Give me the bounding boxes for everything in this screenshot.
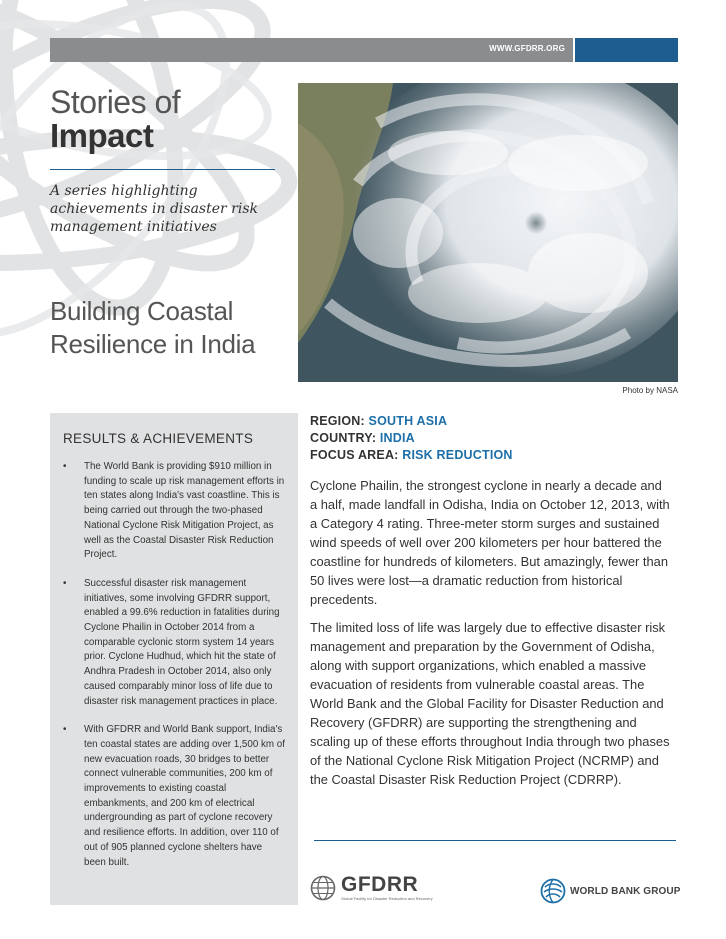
- region-label: REGION:: [310, 414, 369, 428]
- world-bank-globe-icon: [540, 878, 566, 904]
- list-item: [63, 577, 285, 709]
- list-item-text: Successful disaster risk management initiatives, some involving GFDRR support, enabled a 99.6% reduction in fatalities during Cyclone Phailin in October 2014 from a comparable cyclonic storm system 14 years prior. Cyclone Hudhud, which hit the state of Andhra Pradesh in October 2014, also only caused comparably minor loss of life due to disaster risk management practices in place.: [84, 577, 280, 707]
- gfdrr-subtitle: Global Facility for Disaster Reduction and Recovery: [341, 896, 433, 901]
- body-paragraph: Cyclone Phailin, the strongest cyclone in nearly a decade and a half, made landfall in Odisha, India on October 12, 2013, with a Category 4 rating. Three-meter storm surges and sustained wind speeds of well over 200 kilometers per hour battered the coastline for hundreds of kilometers. But amazingly, fewer than 50 lives were lost—a dramatic reduction from historical precedents.: [310, 478, 670, 607]
- page-title: Building Coastal Resilience in India: [50, 296, 256, 359]
- gfdrr-wordmark: GFDRR: [341, 873, 419, 896]
- gfdrr-logo: [310, 874, 433, 901]
- title-divider: [50, 169, 275, 170]
- article-body: [310, 476, 672, 798]
- list-item-text: The World Bank is providing $910 million in funding to scale up risk management efforts in ten states along India's vast coastline. This is being carried out through the two-phased National Cyclone Risk Mitigation Project, as well as the Coastal Disaster Risk Reduction Project.: [84, 461, 285, 561]
- results-list: [63, 460, 285, 884]
- series-tagline: A series highlighting achievements in disaster risk management initiatives: [50, 183, 258, 235]
- bullet-marker: •: [63, 724, 67, 736]
- country-value: INDIA: [379, 431, 415, 445]
- focus-area-value: RISK REDUCTION: [402, 448, 513, 462]
- header-bar: [50, 38, 573, 62]
- country-row: [310, 430, 513, 447]
- photo-credit: Photo by NASA: [622, 386, 678, 395]
- list-item: [63, 460, 285, 563]
- world-bank-group-logo: [540, 878, 680, 904]
- header-accent-block: [575, 38, 678, 62]
- series-title-line2: Impact: [50, 117, 154, 154]
- website-url[interactable]: WWW.GFDRR.ORG: [489, 44, 565, 53]
- bullet-marker: •: [63, 461, 67, 472]
- bullet-marker: •: [63, 577, 67, 589]
- list-item: [63, 723, 285, 870]
- gfdrr-globe-icon: [310, 875, 336, 901]
- list-item-text: With GFDRR and World Bank support, India's ten coastal states are adding over 1,500 km of new evacuation roads, 30 bridges to better connect vulnerable communities, 200 km of improvements to existing coastal embankments, and 200 km of electrical undergrounding as part of cyclone recovery and resilience efforts. In addition, over 110 of out of 905 planned cyclone shelters have been built.: [84, 724, 285, 868]
- footer-divider: [314, 840, 676, 841]
- body-paragraph: The limited loss of life was largely due to effective disaster risk management and preparation by the Government of Odisha, along with support organizations, which enabled a massive evacuation of residents from vulnerable coastal areas. The World Bank and the Global Facility for Disaster Reduction and Recovery (GFDRR) are supporting the strengthening and scaling up of these efforts throughout India through two phases of the National Cyclone Risk Mitigation Project (NCRMP) and the Coastal Disaster Risk Reduction Project (CDRRP).: [310, 620, 670, 787]
- region-row: [310, 413, 513, 430]
- world-bank-group-wordmark: WORLD BANK GROUP: [570, 885, 681, 897]
- country-label: COUNTRY:: [310, 431, 380, 445]
- focus-area-row: [310, 447, 513, 464]
- project-metadata: [310, 413, 513, 464]
- results-sidebar: [50, 413, 298, 905]
- series-title-line1: Stories of: [50, 84, 181, 120]
- region-value: SOUTH ASIA: [368, 414, 448, 428]
- focus-area-label: FOCUS AREA:: [310, 448, 403, 462]
- cyclone-satellite-photo: [298, 83, 678, 382]
- sidebar-heading: RESULTS & ACHIEVEMENTS: [63, 431, 254, 446]
